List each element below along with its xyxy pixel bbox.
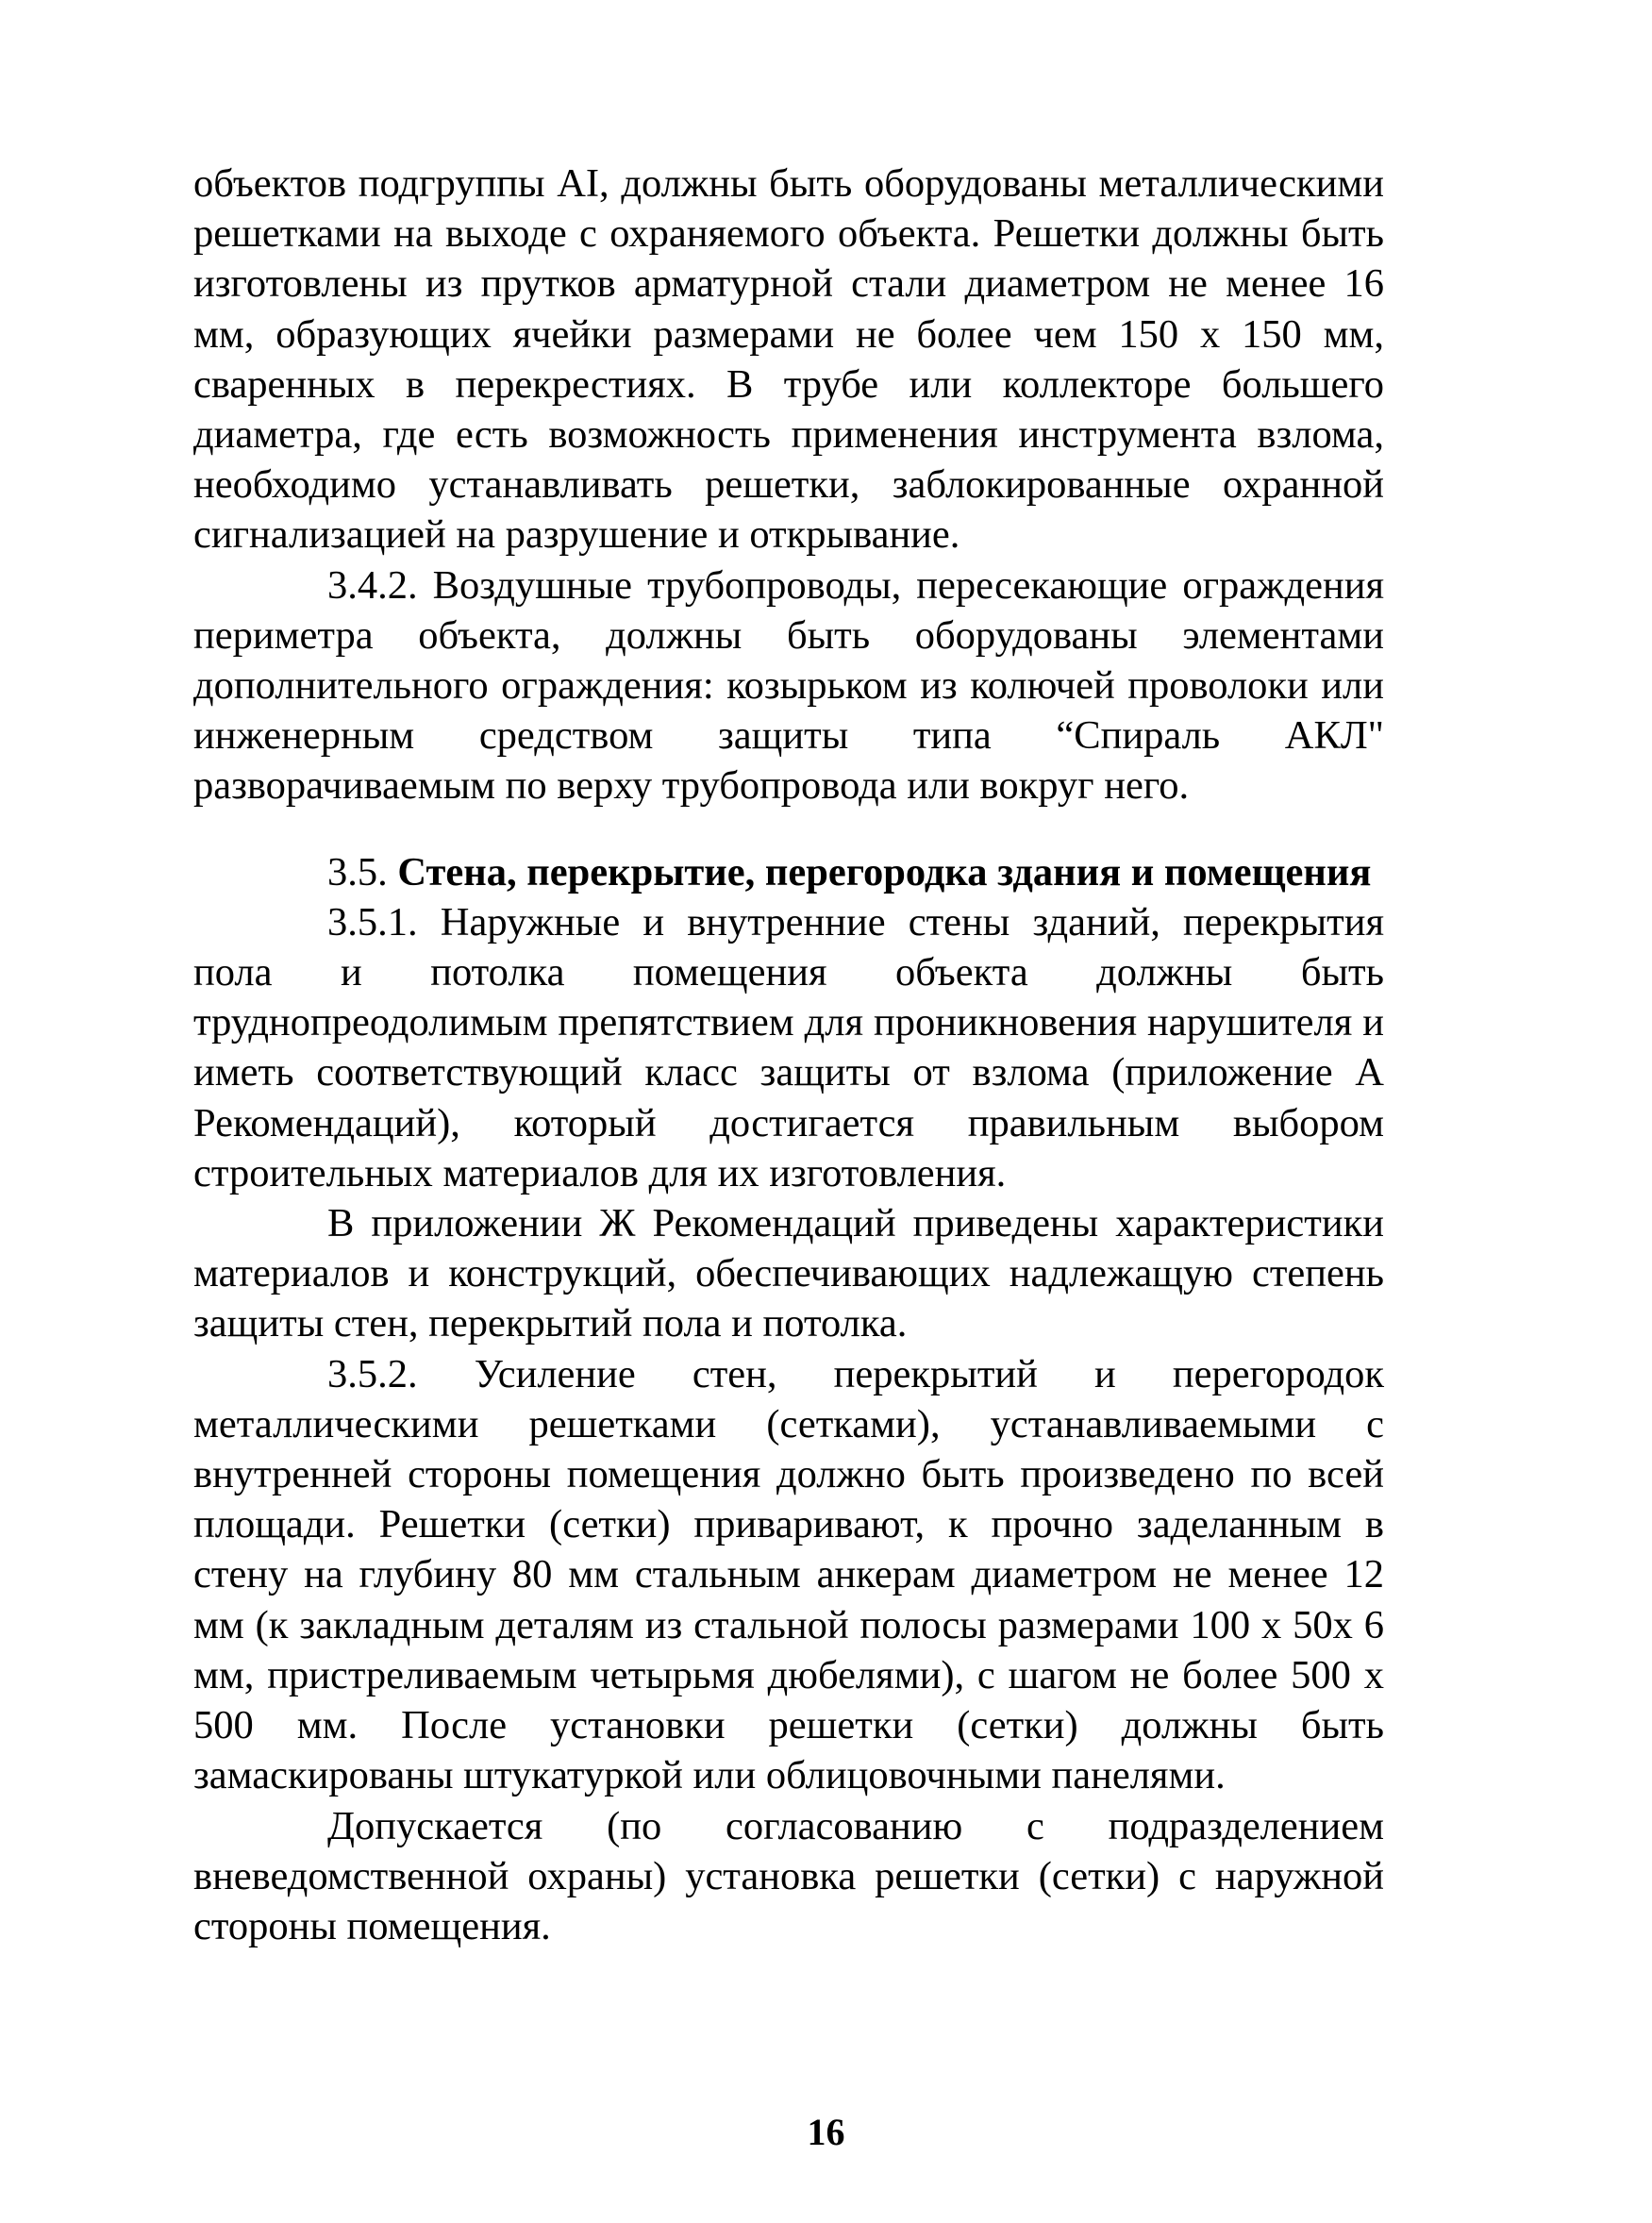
paragraph-appendix-zh: В приложении Ж Рекомендаций приведены характеристики материалов и конструкций, обеспечивающих надлежащую степень защиты стен, перекрытий пола и потолка.: [193, 1201, 1384, 1346]
section-heading: [193, 847, 1384, 897]
page-number: 16: [807, 2111, 845, 2153]
section-title: Стена, перекрытие, перегородка здания и помещения: [397, 849, 1372, 894]
paragraph-allowed: Допускается (по согласованию с подразделением вневедомственной охраны) установка решетки (сетки) с наружной стороны помещения.: [193, 1803, 1384, 1948]
paragraph-3-5-1: 3.5.1. Наружные и внутренние стены зданий, перекрытия пола и потолка помещения объекта должны быть труднопреодолимым препятствием для проникновения нарушителя и иметь соответствующий класс защиты от взлома (приложение А Рекомендаций), который достигается правильным выбором строительных материалов для их изготовления.: [193, 899, 1384, 1195]
paragraph-continuation: объектов подгруппы AI, должны быть оборудованы металлическими решетками на выходе с охраняемого объекта. Решетки должны быть изготовлены из прутков арматурной стали диаметром не менее 16 мм, образующих ячейки размерами не более чем 150 х 150 мм, сваренных в перекрестиях. В трубе или коллекторе большего диаметра, где есть возможность применения инструмента взлома, необходимо устанавливать решетки, заблокированные охранной сигнализацией на разрушение и открывание.: [193, 161, 1384, 558]
document-page: [193, 159, 1384, 1951]
section-number: 3.5.: [327, 849, 388, 894]
paragraph-3-5-2: 3.5.2. Усиление стен, перекрытий и перегородок металлическими решетками (сетками), устанавливаемыми с внутренней стороны помещения должно быть произведено по всей площади. Решетки (сетки) приваривают, к прочно заделанным в стену на глубину 80 мм стальным анкерам диаметром не менее 12 мм (к закладным деталям из стальной полосы размерами 100 х 50х 6 мм, пристреливаемым четырьмя дюбелями), с шагом не более 500 х 500 мм. После установки решетки (сетки) должны быть замаскированы штукатуркой или облицовочными панелями.: [193, 1351, 1384, 1798]
paragraph-3-4-2: 3.4.2. Воздушные трубопроводы, пересекающие ограждения периметра объекта, должны быть оборудованы элементами дополнительного ограждения: козырьком из колючей проволоки или инженерным средством защиты типа “Спираль АКЛ" разворачиваемым по верху трубопровода или вокруг него.: [193, 562, 1384, 809]
